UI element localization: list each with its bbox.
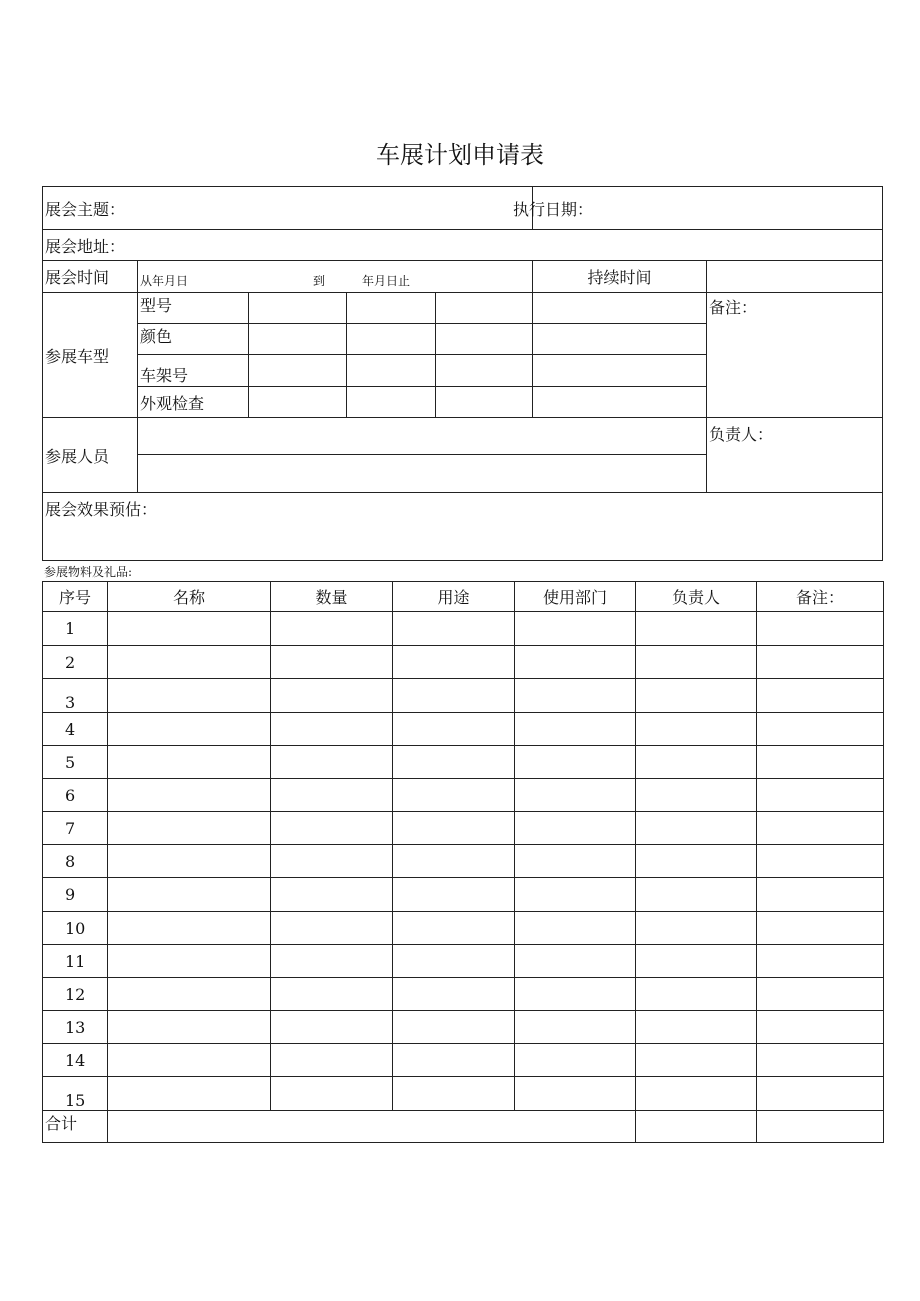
materials-header-row — [43, 582, 884, 612]
staff-label: 参展人员 — [43, 418, 138, 493]
material-cell[interactable] — [515, 978, 636, 1011]
manager-label: 负责人： — [709, 425, 774, 444]
material-cell[interactable] — [271, 1011, 393, 1044]
row-number: 15 — [43, 1077, 108, 1111]
total-row — [43, 1111, 884, 1143]
vin-input-1[interactable] — [249, 355, 347, 387]
end-text: 年月日止 — [362, 274, 411, 288]
material-cell[interactable] — [515, 612, 636, 646]
row-number: 11 — [43, 945, 108, 978]
material-cell[interactable] — [757, 779, 884, 812]
plan-form-table — [42, 186, 883, 561]
material-cell[interactable] — [515, 912, 636, 945]
row-number: 9 — [43, 878, 108, 912]
table-row — [43, 845, 884, 878]
material-cell[interactable] — [757, 812, 884, 845]
material-cell[interactable] — [757, 978, 884, 1011]
remark-cell[interactable] — [707, 293, 883, 418]
cars-label: 参展车型 — [43, 293, 138, 418]
material-cell[interactable] — [515, 779, 636, 812]
vin-input-3[interactable] — [436, 355, 533, 387]
staff-input-2[interactable] — [138, 455, 707, 493]
material-cell[interactable] — [271, 978, 393, 1011]
material-cell[interactable] — [636, 845, 757, 878]
material-cell[interactable] — [108, 1077, 271, 1111]
material-cell[interactable] — [108, 978, 271, 1011]
header-usage: 用途 — [393, 582, 515, 612]
material-cell[interactable] — [393, 746, 515, 779]
total-remark-input[interactable] — [757, 1111, 884, 1143]
material-cell[interactable] — [636, 1044, 757, 1077]
car-field-color: 颜色 — [138, 324, 249, 355]
row-number: 13 — [43, 1011, 108, 1044]
material-cell[interactable] — [393, 845, 515, 878]
table-row — [43, 612, 884, 646]
row-number: 4 — [43, 713, 108, 746]
material-cell[interactable] — [393, 1077, 515, 1111]
model-input-4[interactable] — [533, 293, 707, 324]
theme-cell[interactable] — [43, 187, 533, 230]
vin-input-2[interactable] — [347, 355, 436, 387]
material-cell[interactable] — [108, 1044, 271, 1077]
material-cell[interactable] — [515, 945, 636, 978]
color-input-1[interactable] — [249, 324, 347, 355]
header-manager: 负责人 — [636, 582, 757, 612]
material-cell[interactable] — [757, 679, 884, 713]
material-cell[interactable] — [515, 878, 636, 912]
time-range-cell[interactable] — [138, 261, 533, 293]
total-label: 合计 — [43, 1111, 108, 1143]
material-cell[interactable] — [757, 1077, 884, 1111]
page-title: 车展计划申请表 — [376, 141, 544, 169]
table-row — [43, 1077, 884, 1111]
table-row — [43, 646, 884, 679]
material-cell[interactable] — [636, 713, 757, 746]
material-cell[interactable] — [636, 812, 757, 845]
car-field-model: 型号 — [138, 293, 249, 324]
model-input-1[interactable] — [249, 293, 347, 324]
header-department: 使用部门 — [515, 582, 636, 612]
inspection-input-2[interactable] — [347, 387, 436, 418]
row-number: 12 — [43, 978, 108, 1011]
material-cell[interactable] — [636, 646, 757, 679]
time-label: 展会时间 — [43, 261, 138, 293]
header-remark: 备注： — [757, 582, 884, 612]
header-seq: 序号 — [43, 582, 108, 612]
material-cell[interactable] — [393, 612, 515, 646]
material-cell[interactable] — [271, 1044, 393, 1077]
row-number: 3 — [43, 679, 108, 713]
material-cell[interactable] — [271, 679, 393, 713]
row-number: 8 — [43, 845, 108, 878]
material-cell[interactable] — [108, 878, 271, 912]
remark-label: 备注： — [709, 298, 758, 317]
material-cell[interactable] — [393, 679, 515, 713]
to-text: 到 — [313, 274, 326, 288]
table-row — [43, 945, 884, 978]
material-cell[interactable] — [393, 812, 515, 845]
material-cell[interactable] — [636, 779, 757, 812]
header-name: 名称 — [108, 582, 271, 612]
material-cell[interactable] — [271, 912, 393, 945]
effect-label: 展会效果预估： — [45, 500, 158, 519]
row-number: 1 — [43, 612, 108, 646]
material-cell[interactable] — [393, 1011, 515, 1044]
material-cell[interactable] — [515, 646, 636, 679]
material-cell[interactable] — [271, 878, 393, 912]
inspection-input-3[interactable] — [436, 387, 533, 418]
material-cell[interactable] — [757, 912, 884, 945]
inspection-input-1[interactable] — [249, 387, 347, 418]
material-cell[interactable] — [636, 1077, 757, 1111]
table-row — [43, 878, 884, 912]
material-cell[interactable] — [393, 912, 515, 945]
address-cell[interactable] — [43, 230, 883, 261]
material-cell[interactable] — [108, 812, 271, 845]
material-cell[interactable] — [393, 1044, 515, 1077]
material-cell[interactable] — [515, 1044, 636, 1077]
material-cell[interactable] — [515, 1011, 636, 1044]
material-cell[interactable] — [515, 1077, 636, 1111]
material-cell[interactable] — [636, 912, 757, 945]
materials-table — [42, 581, 884, 1143]
materials-label: 参展物料及礼品: — [44, 565, 133, 579]
table-row — [43, 779, 884, 812]
material-cell[interactable] — [271, 612, 393, 646]
material-cell[interactable] — [108, 912, 271, 945]
material-cell[interactable] — [757, 746, 884, 779]
color-input-3[interactable] — [436, 324, 533, 355]
date-label: 执行日期： — [513, 199, 594, 219]
material-cell[interactable] — [108, 1011, 271, 1044]
staff-input-1[interactable] — [138, 418, 707, 455]
row-number: 6 — [43, 779, 108, 812]
material-cell[interactable] — [636, 612, 757, 646]
material-cell[interactable] — [515, 713, 636, 746]
material-cell[interactable] — [636, 878, 757, 912]
material-cell[interactable] — [271, 746, 393, 779]
material-cell[interactable] — [393, 646, 515, 679]
color-input-4[interactable] — [533, 324, 707, 355]
material-cell[interactable] — [271, 1077, 393, 1111]
row-number: 10 — [43, 912, 108, 945]
material-cell[interactable] — [271, 845, 393, 878]
material-cell[interactable] — [393, 878, 515, 912]
header-quantity: 数量 — [271, 582, 393, 612]
material-cell[interactable] — [636, 978, 757, 1011]
row-number: 2 — [43, 646, 108, 679]
material-cell[interactable] — [393, 945, 515, 978]
material-cell[interactable] — [393, 779, 515, 812]
material-cell[interactable] — [757, 612, 884, 646]
material-cell[interactable] — [515, 746, 636, 779]
total-input[interactable] — [108, 1111, 636, 1143]
car-field-inspection: 外观检查 — [138, 387, 249, 418]
material-cell[interactable] — [271, 779, 393, 812]
row-number: 14 — [43, 1044, 108, 1077]
inspection-input-4[interactable] — [533, 387, 707, 418]
material-cell[interactable] — [108, 679, 271, 713]
material-cell[interactable] — [271, 713, 393, 746]
material-cell[interactable] — [757, 845, 884, 878]
vin-input-4[interactable] — [533, 355, 707, 387]
material-cell[interactable] — [108, 713, 271, 746]
material-cell[interactable] — [108, 779, 271, 812]
material-cell[interactable] — [757, 713, 884, 746]
material-cell[interactable] — [108, 612, 271, 646]
material-cell[interactable] — [636, 746, 757, 779]
material-cell[interactable] — [636, 945, 757, 978]
row-number: 5 — [43, 746, 108, 779]
date-cell[interactable] — [513, 187, 883, 230]
address-label: 展会地址： — [45, 236, 126, 256]
table-row — [43, 746, 884, 779]
theme-label: 展会主题： — [45, 199, 126, 219]
material-cell[interactable] — [515, 679, 636, 713]
material-cell[interactable] — [636, 1011, 757, 1044]
car-field-vin: 车架号 — [138, 355, 249, 387]
table-row — [43, 679, 884, 713]
table-row — [43, 812, 884, 845]
duration-label: 持续时间 — [533, 261, 707, 293]
table-row — [43, 1044, 884, 1077]
material-cell[interactable] — [757, 1044, 884, 1077]
table-row — [43, 912, 884, 945]
material-cell[interactable] — [515, 812, 636, 845]
table-row — [43, 713, 884, 746]
material-cell[interactable] — [757, 945, 884, 978]
table-row — [43, 978, 884, 1011]
material-cell[interactable] — [636, 679, 757, 713]
from-text: 从年月日 — [140, 274, 189, 288]
material-cell[interactable] — [108, 746, 271, 779]
material-cell[interactable] — [757, 878, 884, 912]
material-cell[interactable] — [393, 978, 515, 1011]
material-cell[interactable] — [108, 845, 271, 878]
material-cell[interactable] — [393, 713, 515, 746]
duration-input[interactable] — [707, 261, 883, 293]
material-cell[interactable] — [757, 1011, 884, 1044]
table-row — [43, 1011, 884, 1044]
material-cell[interactable] — [108, 646, 271, 679]
material-cell[interactable] — [271, 812, 393, 845]
color-input-2[interactable] — [347, 324, 436, 355]
model-input-3[interactable] — [436, 293, 533, 324]
material-cell[interactable] — [108, 945, 271, 978]
manager-cell[interactable] — [707, 418, 883, 493]
row-number: 7 — [43, 812, 108, 845]
material-cell[interactable] — [515, 845, 636, 878]
material-cell[interactable] — [757, 646, 884, 679]
material-cell[interactable] — [271, 646, 393, 679]
total-manager-input[interactable] — [636, 1111, 757, 1143]
effect-cell[interactable] — [43, 493, 883, 561]
material-cell[interactable] — [271, 945, 393, 978]
model-input-2[interactable] — [347, 293, 436, 324]
